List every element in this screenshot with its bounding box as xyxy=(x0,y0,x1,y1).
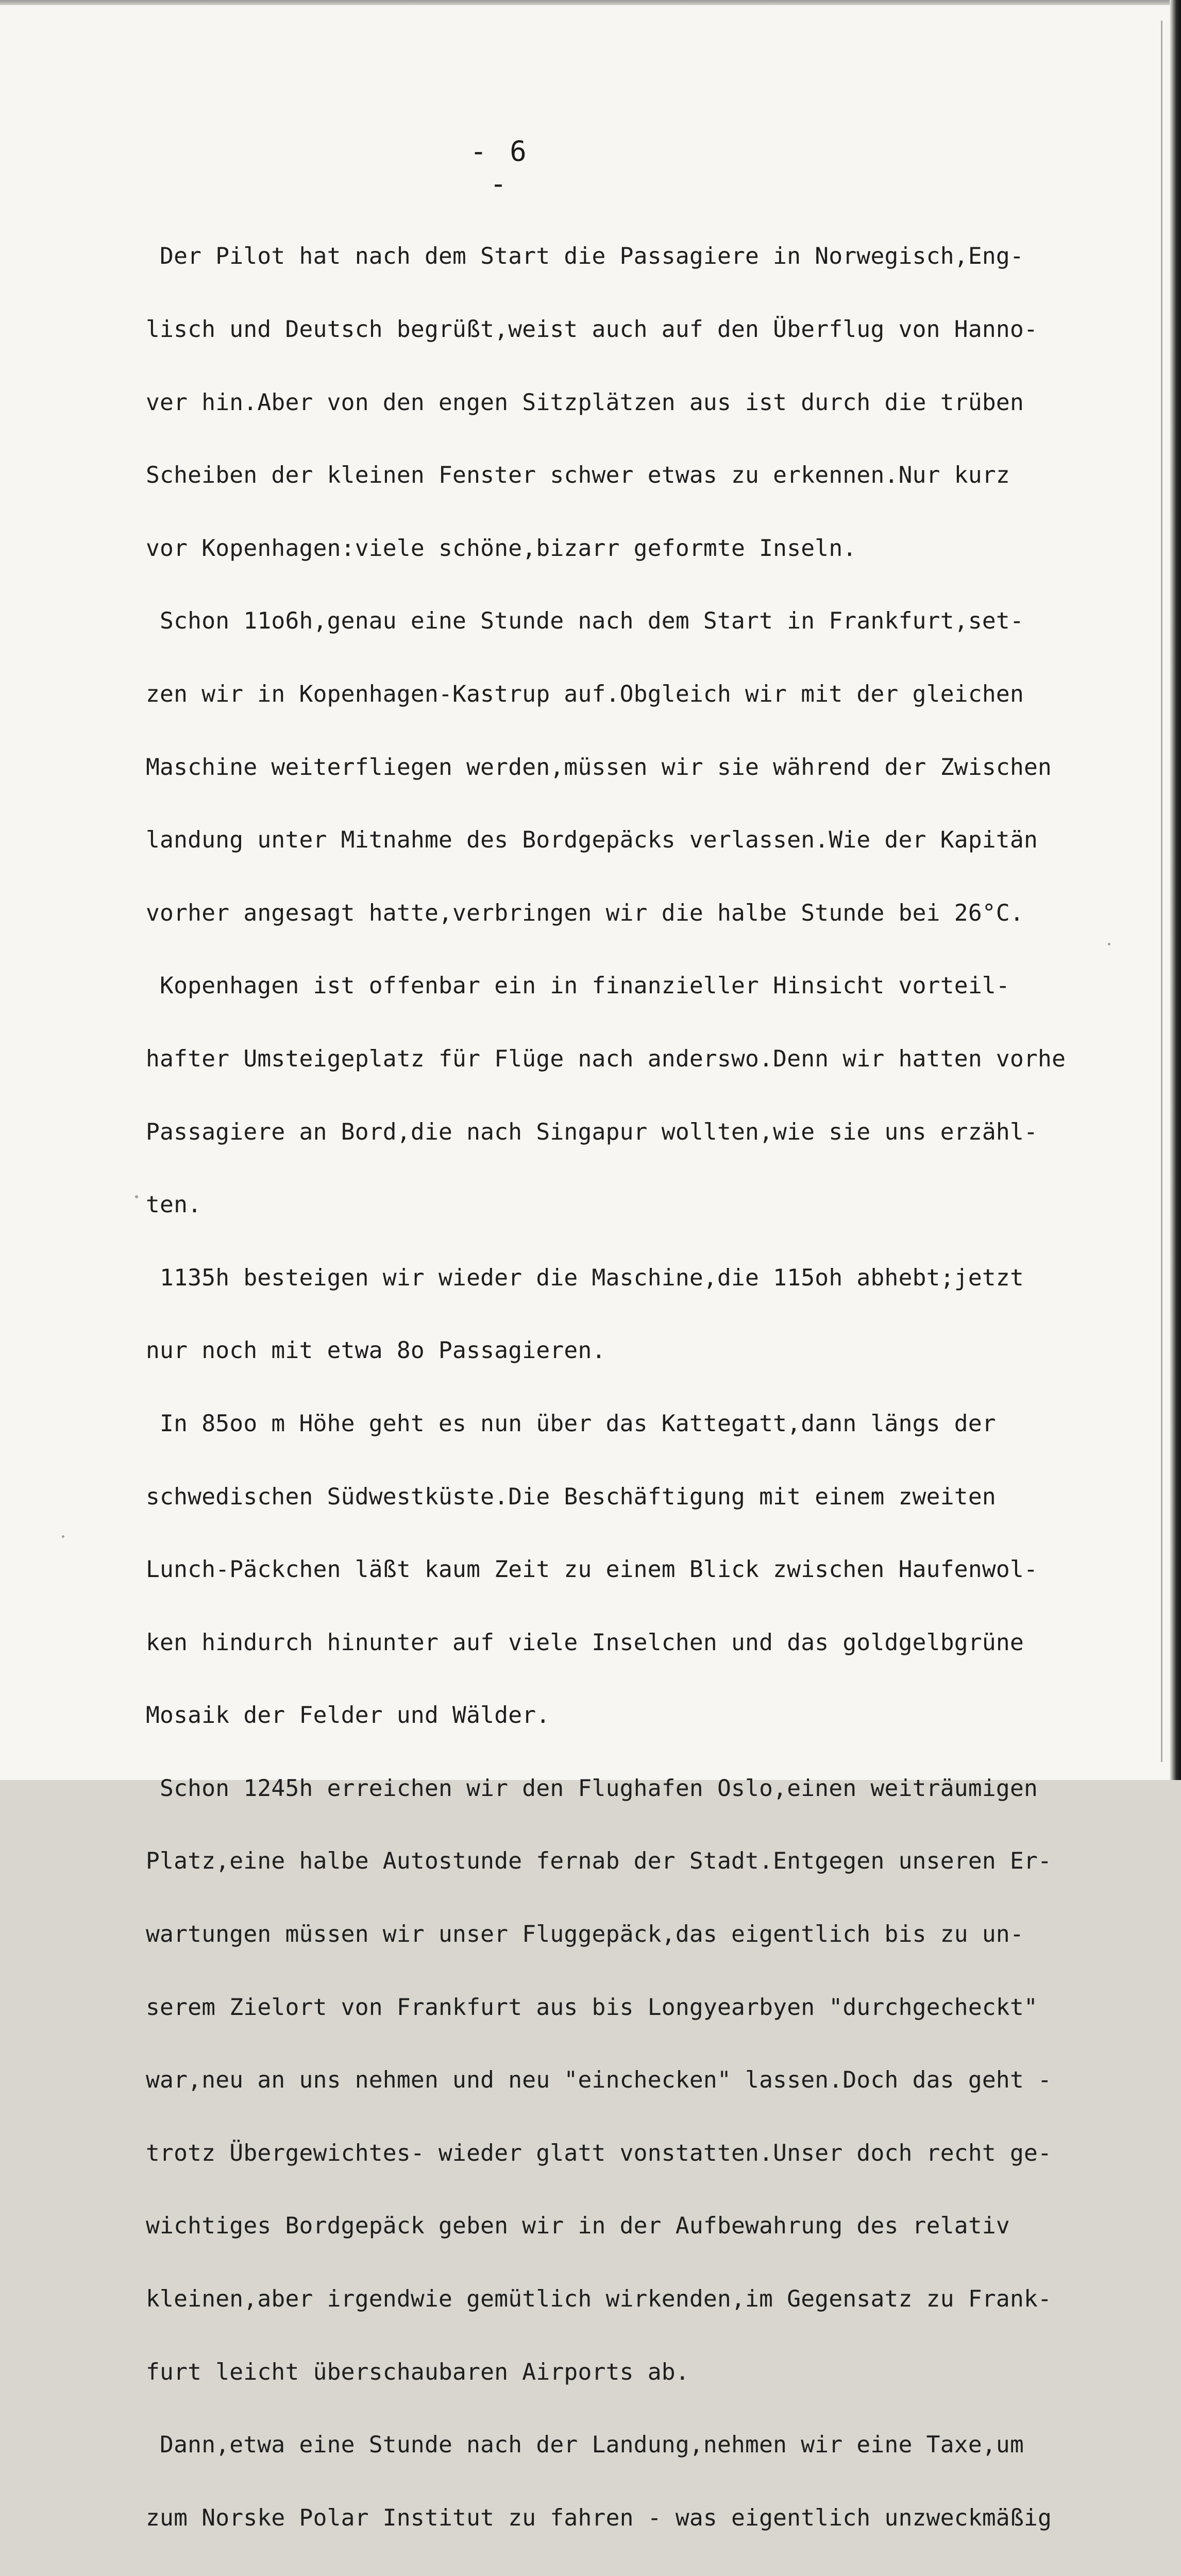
text-line: kleinen,aber irgendwie gemütlich wirkenden,im Gegensatz zu Frank- xyxy=(146,2285,1052,2313)
text-line: wartungen müssen wir unser Fluggepäck,das eigentlich bis zu un- xyxy=(146,1921,1024,1948)
text-line: Lunch-Päckchen läßt kaum Zeit zu einem Blick zwischen Haufenwol- xyxy=(146,1556,1038,1583)
text-line: Der Pilot hat nach dem Start die Passagiere in Norwegisch,Eng- xyxy=(146,243,1024,270)
text-line: In 85oo m Höhe geht es nun über das Kattegatt,dann längs der xyxy=(146,1410,996,1437)
text-line: serem Zielort von Frankfurt aus bis Longyearbyen "durchgecheckt" xyxy=(146,1993,1038,2021)
text-line: trotz Übergewichtes- wieder glatt vonstatten.Unser doch recht ge- xyxy=(146,2139,1052,2166)
text-line: schwedischen Südwestküste.Die Beschäftigung mit einem zweiten xyxy=(146,1483,996,1510)
text-line: Dann,etwa eine Stunde nach der Landung,nehmen wir eine Taxe,um xyxy=(146,2431,1024,2459)
scan-top-edge xyxy=(0,0,1181,5)
body-text xyxy=(146,196,1171,2576)
text-line: 1135h besteigen wir wieder die Maschine,die 115oh abhebt;jetzt xyxy=(146,1264,1024,1291)
text-line: furt leicht überschaubaren Airports ab. xyxy=(146,2358,689,2385)
text-line: ken hindurch hinunter auf viele Inselchen und das goldgelbgrüne xyxy=(146,1629,1024,1656)
text-line: Platz,eine halbe Autostunde fernab der Stadt.Entgegen unseren Er- xyxy=(146,1848,1052,1875)
text-line: Passagiere an Bord,die nach Singapur wollten,wie sie uns erzähl- xyxy=(146,1118,1038,1145)
text-line: nur noch mit etwa 8o Passagieren. xyxy=(146,1337,606,1364)
text-line: Schon 1245h erreichen wir den Flughafen Oslo,einen weiträumigen xyxy=(146,1774,1038,1802)
text-line: vor Kopenhagen:viele schöne,bizarr geformte Inseln. xyxy=(146,534,857,562)
text-line: ver hin.Aber von den engen Sitzplätzen aus ist durch die trüben xyxy=(146,388,1024,416)
scan-speck xyxy=(135,1195,138,1198)
text-line: Maschine weiterfliegen werden,müssen wir sie während der Zwischen xyxy=(146,753,1052,781)
text-line: zen wir in Kopenhagen-Kastrup auf.Obgleich wir mit der gleichen xyxy=(146,680,1024,707)
text-line: war,neu an uns nehmen und neu "einchecken" lassen.Doch das geht - xyxy=(146,2066,1052,2094)
scan-right-edge xyxy=(1170,0,1181,1780)
scan-speck xyxy=(62,1535,64,1538)
text-line: lisch und Deutsch begrüßt,weist auch auf den Überflug von Hanno- xyxy=(146,316,1038,343)
text-line: hafter Umsteigeplatz für Flüge nach anderswo.Denn wir hatten vorhe xyxy=(146,1045,1066,1072)
page-number: - 6 - xyxy=(470,135,530,200)
scan-speck xyxy=(1108,943,1110,945)
text-line: Schon 11o6h,genau eine Stunde nach dem Start in Frankfurt,set- xyxy=(146,607,1024,635)
text-line: landung unter Mitnahme des Bordgepäcks verlassen.Wie der Kapitän xyxy=(146,826,1038,854)
text-line: Kopenhagen ist offenbar ein in finanzieller Hinsicht vorteil- xyxy=(146,972,1010,999)
text-line: Scheiben der kleinen Fenster schwer etwas zu erkennen.Nur kurz xyxy=(146,462,1010,489)
text-line: ten. xyxy=(146,1191,202,1218)
text-line: wichtiges Bordgepäck geben wir in der Aufbewahrung des relativ xyxy=(146,2212,1010,2240)
text-line: Mosaik der Felder und Wälder. xyxy=(146,1702,550,1729)
text-line: zum Norske Polar Institut zu fahren - was eigentlich unzweckmäßig xyxy=(146,2504,1052,2531)
text-line: vorher angesagt hatte,verbringen wir die halbe Stunde bei 26°C. xyxy=(146,899,1024,926)
